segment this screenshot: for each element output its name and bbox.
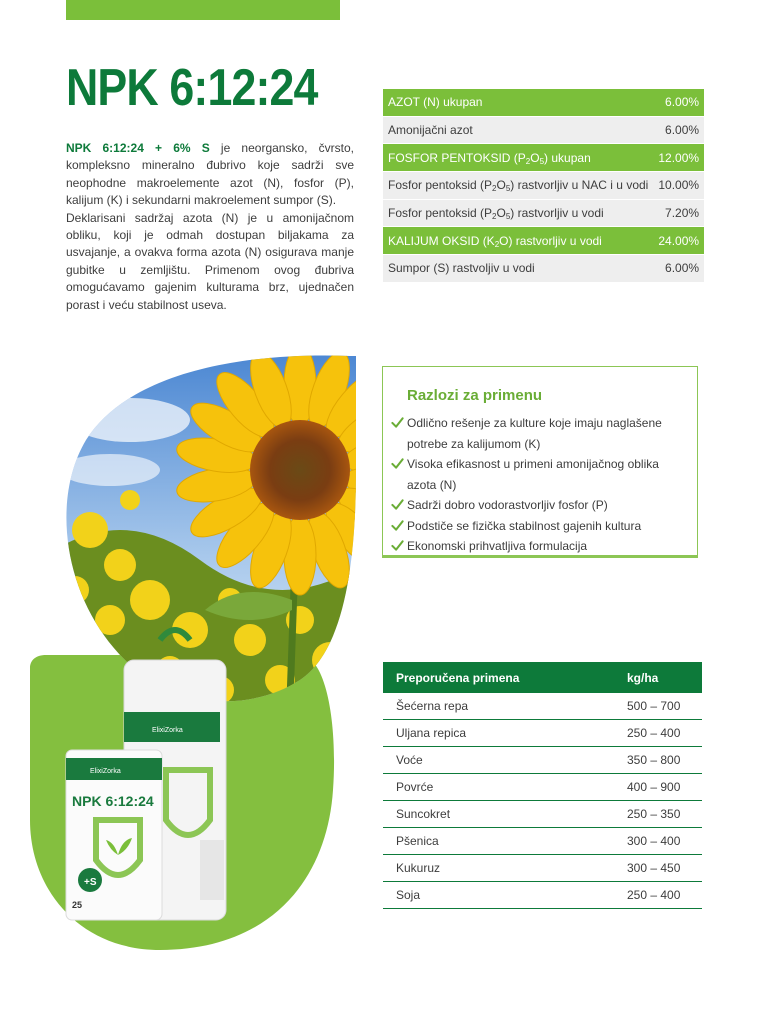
usage-row — [383, 801, 702, 828]
checkmark-icon — [391, 457, 404, 470]
reason-item — [391, 516, 691, 537]
checkmark-icon — [391, 539, 404, 552]
intro-text — [66, 140, 354, 314]
composition-label-part: O — [496, 178, 506, 193]
composition-label-part: O) rastvorljiv u vodi — [499, 233, 602, 248]
usage-crop: Voće — [383, 747, 614, 774]
composition-value: 12.00% — [653, 144, 704, 172]
composition-label: Amonijačni azot — [383, 116, 653, 144]
composition-label — [383, 227, 653, 255]
intro-p1-rest: je neorgansko, čvrsto, kompleksno mineralno đubrivo koje sadrži sve neophodne makroelemente azot (N), fosfor (P), kalijum (K) i sekundarni makroelement sumpor (S). — [66, 141, 354, 208]
composition-label-part: 5 — [505, 212, 511, 222]
composition-value: 7.20% — [653, 199, 704, 227]
composition-label — [383, 199, 653, 227]
checkmark-icon — [391, 498, 404, 511]
composition-label-part: 2 — [492, 212, 497, 222]
composition-label-part: 2 — [525, 156, 531, 166]
composition-label-part: ) rastvorljiv u vodi — [510, 206, 604, 221]
composition-row — [383, 227, 704, 255]
reason-item — [391, 495, 691, 516]
reason-text: Ekonomski prihvatljiva formulacija — [407, 539, 588, 553]
composition-label-part: 5 — [539, 156, 545, 166]
usage-row — [383, 693, 702, 720]
reason-item — [391, 454, 691, 495]
usage-row — [383, 720, 702, 747]
composition-value: 10.00% — [653, 172, 704, 200]
composition-label-part: FOSFOR PENTOKSID (P — [388, 150, 526, 165]
intro-paragraph-2: Deklarisani sadržaj azota (N) je u amonijačnom obliku, koji je odmah dostupan biljakama za usvajanje, a ovakva forma azota (N) osigurava manje gubitke u zemljištu. Primenom ovog đubriva omogućavamo gajenim kulturama brz, ujednačen porast i veću stabilnost useva. — [66, 210, 354, 312]
composition-label-part: 2 — [494, 239, 500, 249]
composition-row — [383, 255, 704, 283]
checkmark-icon — [391, 416, 404, 429]
usage-row — [383, 855, 702, 882]
usage-row — [383, 828, 702, 855]
bag-sulfur-badge: +S — [84, 877, 97, 888]
composition-value: 6.00% — [653, 89, 704, 116]
top-accent-bar — [66, 0, 340, 20]
composition-table — [383, 89, 704, 283]
reason-text: Podstiče se fizička stabilnost gajenih kultura — [407, 518, 642, 533]
reason-item — [391, 413, 691, 454]
composition-label-part: KALIJUM OKSID (K — [388, 233, 495, 248]
front-bag-image — [66, 750, 162, 920]
usage-rate: 250 – 400 — [614, 882, 702, 909]
usage-crop: Kukuruz — [383, 855, 614, 882]
composition-label — [383, 172, 653, 200]
usage-table — [383, 662, 702, 909]
bag-weight: 25 — [72, 900, 83, 910]
usage-crop: Suncokret — [383, 801, 614, 828]
usage-rate: 300 – 450 — [614, 855, 702, 882]
usage-rate: 300 – 400 — [614, 828, 702, 855]
bag-brand: ElixiZorka — [90, 768, 121, 775]
usage-rate: 400 – 900 — [614, 774, 702, 801]
intro-paragraph-1 — [66, 140, 354, 210]
composition-label-part: Fosfor pentoksid (P — [388, 206, 493, 221]
usage-row — [383, 882, 702, 909]
composition-label-part: O — [496, 206, 506, 221]
composition-value: 6.00% — [653, 116, 704, 144]
composition-row — [383, 89, 704, 116]
bag-product-label: NPK 6:12:24 — [72, 793, 154, 809]
usage-header-rate: kg/ha — [614, 662, 702, 693]
usage-crop: Povrće — [383, 774, 614, 801]
intro-lead: NPK 6:12:24 + 6% S — [66, 141, 210, 155]
usage-rate: 500 – 700 — [614, 693, 702, 720]
composition-label-part: 5 — [505, 184, 511, 194]
reason-text: Visoka efikasnost u primeni amonijačnog oblika azota (N) — [407, 457, 659, 492]
composition-row — [383, 172, 704, 200]
composition-label-part: ) rastvorljiv u NAC i u vodi — [510, 178, 649, 193]
page-title: NPK 6:12:24 — [66, 59, 318, 117]
reasons-title: Razlozi za primenu — [407, 387, 543, 404]
reason-text: Odlično rešenje za kulture koje imaju naglašene potrebe za kalijumom (K) — [407, 416, 662, 451]
usage-header-row — [383, 662, 702, 693]
reason-item — [391, 536, 691, 557]
composition-row — [383, 144, 704, 172]
usage-rate: 250 – 350 — [614, 801, 702, 828]
composition-row — [383, 116, 704, 144]
product-illustration — [0, 350, 370, 950]
composition-label — [383, 144, 653, 172]
usage-row — [383, 747, 702, 774]
reason-text: Sadrži dobro vodorastvorljiv fosfor (P) — [407, 498, 608, 512]
composition-value: 24.00% — [653, 227, 704, 255]
usage-row — [383, 774, 702, 801]
usage-rate: 250 – 400 — [614, 720, 702, 747]
usage-crop: Uljana repica — [383, 720, 614, 747]
usage-crop: Šećerna repa — [383, 693, 614, 720]
composition-label: Sumpor (S) rastvoljiv u vodi — [383, 255, 653, 283]
composition-label: AZOT (N) ukupan — [383, 89, 653, 116]
reasons-list — [391, 413, 691, 557]
usage-rate: 350 – 800 — [614, 747, 702, 774]
usage-crop: Soja — [383, 882, 614, 909]
big-bag-brand: ElixiZorka — [152, 727, 183, 734]
composition-value: 6.00% — [653, 255, 704, 283]
composition-label-part: O — [530, 150, 540, 165]
composition-label-part: ) ukupan — [544, 150, 591, 165]
usage-header-crop: Preporučena primena — [383, 662, 614, 693]
composition-label-part: Fosfor pentoksid (P — [388, 178, 493, 193]
reasons-box — [382, 366, 698, 558]
checkmark-icon — [391, 519, 404, 532]
composition-label-part: 2 — [492, 184, 497, 194]
composition-row — [383, 199, 704, 227]
usage-crop: Pšenica — [383, 828, 614, 855]
